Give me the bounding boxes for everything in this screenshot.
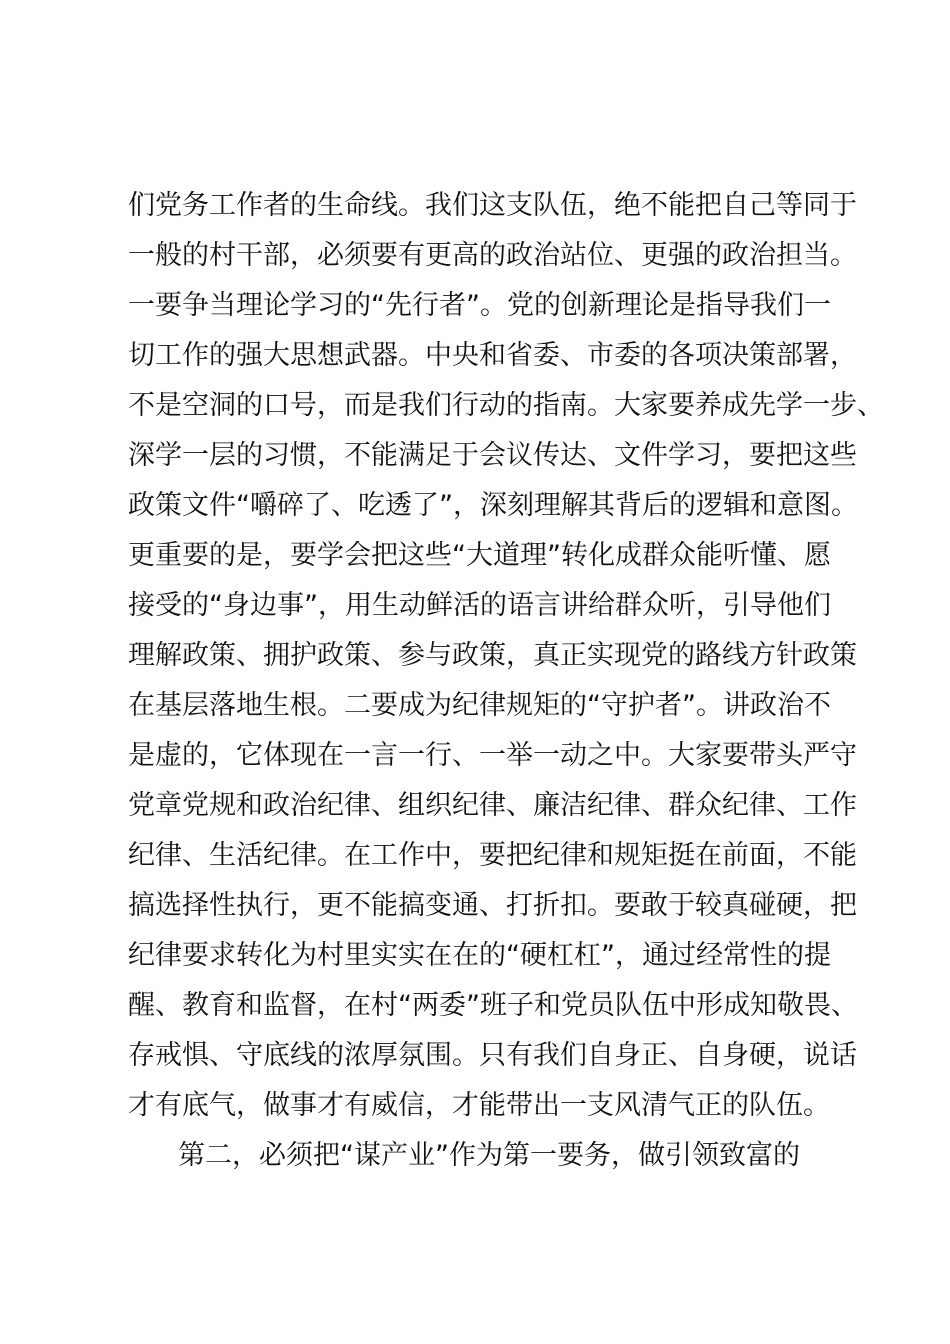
- text-line: 不是空洞的口号，而是我们行动的指南。大家要养成先学一步、: [128, 390, 884, 421]
- text-line: 纪律、生活纪律。在工作中，要把纪律和规矩挺在前面，不能: [128, 840, 857, 871]
- text-line: 更重要的是，要学会把这些“大道理”转化成群众能听懂、愿: [128, 540, 831, 571]
- text-line: 深学一层的习惯，不能满足于会议传达、文件学习，要把这些: [128, 440, 857, 471]
- text-line: 们党务工作者的生命线。我们这支队伍，绝不能把自己等同于: [128, 190, 857, 221]
- text-line: 一般的村干部，必须要有更高的政治站位、更强的政治担当。: [128, 240, 857, 271]
- text-line: 党章党规和政治纪律、组织纪律、廉洁纪律、群众纪律、工作: [128, 790, 857, 821]
- text-line: 醒、教育和监督，在村“两委”班子和党员队伍中形成知敬畏、: [128, 990, 858, 1021]
- text-line: 接受的“身边事”，用生动鲜活的语言讲给群众听，引导他们: [128, 590, 831, 621]
- text-line: 是虚的，它体现在一言一行、一举一动之中。大家要带头严守: [128, 740, 857, 771]
- text-line: 在基层落地生根。二要成为纪律规矩的“守护者”。讲政治不: [128, 690, 831, 721]
- text-line: 理解政策、拥护政策、参与政策，真正实现党的路线方针政策: [128, 640, 857, 671]
- text-line: 政策文件“嚼碎了、吃透了”，深刻理解其背后的逻辑和意图。: [128, 490, 858, 521]
- text-line: 切工作的强大思想武器。中央和省委、市委的各项决策部署，: [128, 340, 857, 371]
- paragraph-start-line: 第二，必须把“谋产业”作为第一要务，做引领致富的: [178, 1140, 800, 1171]
- text-line: 才有底气，做事才有威信，才能带出一支风清气正的队伍。: [128, 1090, 830, 1121]
- text-line: 存戒惧、守底线的浓厚氛围。只有我们自身正、自身硬，说话: [128, 1040, 857, 1071]
- text-line: 搞选择性执行，更不能搞变通、打折扣。要敢于较真碰硬，把: [128, 890, 857, 921]
- text-line: 一要争当理论学习的“先行者”。党的创新理论是指导我们一: [128, 290, 831, 321]
- text-line: 纪律要求转化为村里实实在在的“硬杠杠”，通过经常性的提: [128, 940, 831, 971]
